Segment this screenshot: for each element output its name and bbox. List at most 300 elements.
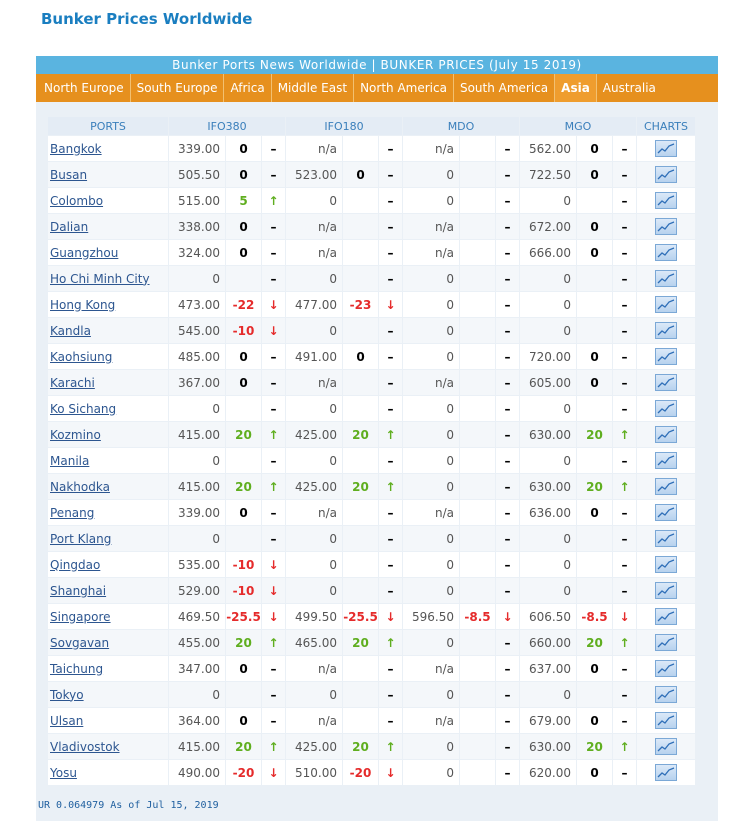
port-link[interactable]: Vladivostok: [50, 739, 120, 754]
ifo180-change: -25.5: [343, 604, 378, 629]
dash-icon: –: [613, 344, 636, 369]
mdo-change: [460, 656, 495, 681]
down-arrow-icon: ↓: [496, 604, 519, 629]
dash-icon: –: [379, 344, 402, 369]
ifo180-price: 0: [286, 578, 342, 603]
ifo180-price: 510.00: [286, 760, 342, 785]
mgo-price: 666.00: [520, 240, 576, 265]
chart-icon[interactable]: [655, 556, 677, 573]
ifo180-change: 0: [343, 344, 378, 369]
port-link[interactable]: Kandla: [50, 323, 91, 338]
ifo180-price: 425.00: [286, 422, 342, 447]
mgo-change: 0: [577, 760, 612, 785]
mdo-change: [460, 578, 495, 603]
mdo-price: 0: [403, 682, 459, 707]
mgo-change: [577, 682, 612, 707]
mgo-change: 0: [577, 162, 612, 187]
up-arrow-icon: ↑: [613, 734, 636, 759]
table-row: [48, 526, 695, 551]
port-link[interactable]: Bangkok: [50, 141, 102, 156]
up-arrow-icon: ↑: [379, 734, 402, 759]
ifo380-change: 0: [226, 214, 261, 239]
chart-icon[interactable]: [655, 426, 677, 443]
port-link[interactable]: Busan: [50, 167, 88, 182]
up-arrow-icon: ↑: [613, 474, 636, 499]
mgo-price: 0: [520, 266, 576, 291]
port-link[interactable]: Ulsan: [50, 713, 84, 728]
ifo180-change: [343, 214, 378, 239]
mgo-change: 0: [577, 214, 612, 239]
table-row: [48, 240, 695, 265]
mdo-price: n/a: [403, 240, 459, 265]
dash-icon: –: [262, 708, 285, 733]
mdo-change: [460, 500, 495, 525]
dash-icon: –: [379, 500, 402, 525]
chart-cell: [637, 578, 695, 603]
mgo-change: 0: [577, 344, 612, 369]
ifo180-change: [343, 188, 378, 213]
chart-icon[interactable]: [655, 140, 677, 157]
dash-icon: –: [613, 656, 636, 681]
port-link[interactable]: Karachi: [50, 375, 95, 390]
mdo-change: [460, 760, 495, 785]
dash-icon: –: [613, 162, 636, 187]
ifo380-change: -10: [226, 318, 261, 343]
mgo-change: 0: [577, 656, 612, 681]
ifo380-change: 20: [226, 474, 261, 499]
chart-cell: [637, 136, 695, 161]
mgo-change: 0: [577, 136, 612, 161]
chart-icon[interactable]: [655, 608, 677, 625]
table-row: [48, 448, 695, 473]
table-row: [48, 188, 695, 213]
ifo180-price: 491.00: [286, 344, 342, 369]
dash-icon: –: [379, 682, 402, 707]
mgo-price: 605.00: [520, 370, 576, 395]
down-arrow-icon: ↓: [262, 318, 285, 343]
dash-icon: –: [496, 734, 519, 759]
mdo-price: n/a: [403, 708, 459, 733]
dash-icon: –: [613, 188, 636, 213]
ifo180-price: 0: [286, 448, 342, 473]
port-link[interactable]: Singapore: [50, 609, 111, 624]
chart-cell: [637, 708, 695, 733]
mgo-price: 0: [520, 578, 576, 603]
port-link[interactable]: Manila: [50, 453, 90, 468]
dash-icon: –: [613, 240, 636, 265]
mgo-price: 672.00: [520, 214, 576, 239]
dash-icon: –: [496, 136, 519, 161]
chart-cell: [637, 422, 695, 447]
table-row: [48, 162, 695, 187]
mdo-change: [460, 240, 495, 265]
table-row: [48, 604, 695, 629]
dash-icon: –: [262, 162, 285, 187]
chart-icon[interactable]: [655, 764, 677, 781]
ifo380-price: 415.00: [169, 734, 225, 759]
port-link[interactable]: Kozmino: [50, 427, 101, 442]
table-row: [48, 474, 695, 499]
ifo180-change: [343, 240, 378, 265]
dash-icon: –: [496, 630, 519, 655]
chart-cell: [637, 500, 695, 525]
port-link[interactable]: Shanghai: [50, 583, 107, 598]
down-arrow-icon: ↓: [262, 578, 285, 603]
ifo380-change: [226, 526, 261, 551]
chart-icon[interactable]: [655, 270, 677, 287]
ifo380-price: 529.00: [169, 578, 225, 603]
mdo-change: [460, 682, 495, 707]
mgo-price: 722.50: [520, 162, 576, 187]
chart-icon[interactable]: [655, 530, 677, 547]
chart-icon[interactable]: [655, 738, 677, 755]
up-arrow-icon: ↑: [262, 474, 285, 499]
dash-icon: –: [613, 136, 636, 161]
header-mgo: MGO: [520, 117, 636, 135]
tab-asia[interactable]: Asia: [555, 74, 597, 102]
port-link[interactable]: Nakhodka: [50, 479, 110, 494]
chart-icon[interactable]: [655, 296, 677, 313]
mgo-change: 20: [577, 474, 612, 499]
dash-icon: –: [379, 162, 402, 187]
chart-cell: [637, 656, 695, 681]
mgo-change: -8.5: [577, 604, 612, 629]
up-arrow-icon: ↑: [262, 188, 285, 213]
port-link[interactable]: Taichung: [50, 661, 104, 676]
chart-icon[interactable]: [655, 660, 677, 677]
port-cell: [48, 448, 168, 473]
port-cell: [48, 422, 168, 447]
mdo-price: 0: [403, 578, 459, 603]
port-cell: [48, 292, 168, 317]
ifo380-change: [226, 682, 261, 707]
dash-icon: –: [262, 656, 285, 681]
mgo-change: 0: [577, 500, 612, 525]
tab-south-europe[interactable]: South Europe: [131, 74, 225, 102]
tab-north-america[interactable]: North America: [354, 74, 454, 102]
ifo380-price: 505.50: [169, 162, 225, 187]
tab-australia[interactable]: Australia: [602, 81, 656, 95]
dash-icon: –: [262, 370, 285, 395]
down-arrow-icon: ↓: [379, 760, 402, 785]
port-link[interactable]: Port Klang: [50, 531, 112, 546]
ifo180-price: 425.00: [286, 474, 342, 499]
chart-cell: [637, 682, 695, 707]
mgo-change: 0: [577, 708, 612, 733]
mdo-change: [460, 552, 495, 577]
ifo380-change: 0: [226, 344, 261, 369]
port-link[interactable]: Penang: [50, 505, 95, 520]
up-arrow-icon: ↑: [262, 422, 285, 447]
port-link[interactable]: Sovgavan: [50, 635, 110, 650]
tab-north-europe[interactable]: North Europe: [38, 74, 131, 102]
chart-cell: [637, 552, 695, 577]
ifo180-change: [343, 370, 378, 395]
port-link[interactable]: Hong Kong: [50, 297, 116, 312]
ifo380-change: 20: [226, 422, 261, 447]
ifo180-price: 0: [286, 552, 342, 577]
mdo-price: n/a: [403, 656, 459, 681]
mgo-change: [577, 578, 612, 603]
ifo380-change: [226, 448, 261, 473]
chart-icon[interactable]: [655, 634, 677, 651]
ifo180-price: 0: [286, 396, 342, 421]
dash-icon: –: [613, 396, 636, 421]
mgo-price: 0: [520, 188, 576, 213]
chart-icon[interactable]: [655, 400, 677, 417]
ifo180-change: 20: [343, 734, 378, 759]
ifo380-price: 0: [169, 526, 225, 551]
dash-icon: –: [379, 318, 402, 343]
dash-icon: –: [379, 708, 402, 733]
ifo180-price: 0: [286, 266, 342, 291]
chart-icon[interactable]: [655, 166, 677, 183]
mgo-price: 606.50: [520, 604, 576, 629]
port-link[interactable]: Guangzhou: [50, 245, 119, 260]
mgo-price: 630.00: [520, 474, 576, 499]
chart-cell: [637, 630, 695, 655]
mdo-price: 0: [403, 344, 459, 369]
mdo-price: 0: [403, 292, 459, 317]
down-arrow-icon: ↓: [262, 552, 285, 577]
port-cell: [48, 630, 168, 655]
dash-icon: –: [262, 214, 285, 239]
port-link[interactable]: Ko Sichang: [50, 401, 117, 416]
ifo180-price: n/a: [286, 656, 342, 681]
dash-icon: –: [496, 682, 519, 707]
chart-icon[interactable]: [655, 374, 677, 391]
port-cell: [48, 214, 168, 239]
dash-icon: –: [496, 188, 519, 213]
mdo-change: [460, 734, 495, 759]
port-cell: [48, 760, 168, 785]
table-row: [48, 344, 695, 369]
ifo180-change: [343, 396, 378, 421]
mdo-price: n/a: [403, 136, 459, 161]
tab-middle-east[interactable]: Middle East: [272, 74, 354, 102]
ifo180-price: 0: [286, 682, 342, 707]
ifo380-price: 545.00: [169, 318, 225, 343]
mdo-change: [460, 162, 495, 187]
ifo380-change: 0: [226, 370, 261, 395]
chart-icon[interactable]: [655, 192, 677, 209]
chart-icon[interactable]: [655, 322, 677, 339]
ifo380-change: -25.5: [226, 604, 261, 629]
mdo-change: [460, 474, 495, 499]
ifo380-price: 485.00: [169, 344, 225, 369]
table-header-row: [48, 117, 695, 135]
port-link[interactable]: Qingdao: [50, 557, 101, 572]
down-arrow-icon: ↓: [262, 760, 285, 785]
mgo-price: 630.00: [520, 422, 576, 447]
mdo-change: [460, 396, 495, 421]
port-link[interactable]: Colombo: [50, 193, 104, 208]
dash-icon: –: [379, 526, 402, 551]
mdo-change: [460, 526, 495, 551]
ifo180-price: n/a: [286, 136, 342, 161]
port-link[interactable]: Tokyo: [50, 687, 84, 702]
ifo180-change: [343, 136, 378, 161]
ifo380-change: 0: [226, 500, 261, 525]
mdo-change: [460, 370, 495, 395]
mgo-change: 20: [577, 630, 612, 655]
table-row: [48, 682, 695, 707]
up-arrow-icon: ↑: [613, 422, 636, 447]
ifo180-price: 477.00: [286, 292, 342, 317]
banner: Bunker Ports News Worldwide | BUNKER PRICES (July 15 2019): [36, 56, 718, 74]
mdo-price: 0: [403, 266, 459, 291]
mdo-change: -8.5: [460, 604, 495, 629]
dash-icon: –: [262, 136, 285, 161]
ifo180-price: 523.00: [286, 162, 342, 187]
dash-icon: –: [379, 448, 402, 473]
mdo-change: [460, 318, 495, 343]
ifo180-price: 499.50: [286, 604, 342, 629]
header-ports: PORTS: [48, 117, 168, 135]
ifo380-change: 0: [226, 656, 261, 681]
ifo380-price: 347.00: [169, 656, 225, 681]
chart-cell: [637, 318, 695, 343]
ifo380-price: 0: [169, 682, 225, 707]
table-row: [48, 500, 695, 525]
ifo180-change: [343, 266, 378, 291]
up-arrow-icon: ↑: [379, 474, 402, 499]
port-cell: [48, 344, 168, 369]
port-link[interactable]: Ho Chi Minh City: [50, 271, 150, 286]
chart-cell: [637, 396, 695, 421]
dash-icon: –: [379, 578, 402, 603]
ifo180-price: 425.00: [286, 734, 342, 759]
exchange-rate-footer: UR 0.064979 As of Jul 15, 2019: [38, 800, 219, 811]
dash-icon: –: [379, 370, 402, 395]
ifo180-change: [343, 318, 378, 343]
table-row: [48, 656, 695, 681]
table-row: [48, 136, 695, 161]
mgo-price: 630.00: [520, 734, 576, 759]
dash-icon: –: [496, 344, 519, 369]
ifo380-change: 5: [226, 188, 261, 213]
port-link[interactable]: Yosu: [50, 765, 77, 780]
mdo-price: 0: [403, 318, 459, 343]
ifo380-change: 0: [226, 136, 261, 161]
mdo-price: 0: [403, 162, 459, 187]
down-arrow-icon: ↓: [262, 292, 285, 317]
chart-icon[interactable]: [655, 712, 677, 729]
tab-south-america[interactable]: South America: [454, 74, 555, 102]
port-cell: [48, 474, 168, 499]
dash-icon: –: [262, 448, 285, 473]
up-arrow-icon: ↑: [262, 630, 285, 655]
ifo380-price: 535.00: [169, 552, 225, 577]
mdo-change: [460, 708, 495, 733]
ifo380-change: -10: [226, 578, 261, 603]
chart-cell: [637, 266, 695, 291]
ifo380-price: 339.00: [169, 500, 225, 525]
down-arrow-icon: ↓: [379, 292, 402, 317]
chart-icon[interactable]: [655, 452, 677, 469]
ifo180-change: [343, 656, 378, 681]
dash-icon: –: [496, 526, 519, 551]
up-arrow-icon: ↑: [379, 422, 402, 447]
table-row: [48, 318, 695, 343]
chart-icon[interactable]: [655, 504, 677, 521]
port-cell: [48, 604, 168, 629]
region-tabs: [36, 74, 718, 102]
chart-icon[interactable]: [655, 244, 677, 261]
ifo180-change: 0: [343, 162, 378, 187]
mdo-price: 0: [403, 448, 459, 473]
mdo-change: [460, 188, 495, 213]
mdo-price: 0: [403, 734, 459, 759]
mgo-price: 0: [520, 552, 576, 577]
port-cell: [48, 578, 168, 603]
mdo-price: 0: [403, 526, 459, 551]
mdo-change: [460, 630, 495, 655]
ifo380-price: 0: [169, 396, 225, 421]
dash-icon: –: [262, 344, 285, 369]
port-cell: [48, 682, 168, 707]
ifo380-price: 473.00: [169, 292, 225, 317]
dash-icon: –: [496, 292, 519, 317]
ifo380-price: 367.00: [169, 370, 225, 395]
mdo-change: [460, 292, 495, 317]
chart-icon[interactable]: [655, 348, 677, 365]
mdo-change: [460, 344, 495, 369]
mdo-price: n/a: [403, 370, 459, 395]
chart-icon[interactable]: [655, 478, 677, 495]
up-arrow-icon: ↑: [379, 630, 402, 655]
table-row: [48, 370, 695, 395]
chart-icon[interactable]: [655, 218, 677, 235]
down-arrow-icon: ↓: [379, 604, 402, 629]
mgo-price: 636.00: [520, 500, 576, 525]
ifo180-change: -20: [343, 760, 378, 785]
ifo180-change: 20: [343, 422, 378, 447]
mgo-price: 562.00: [520, 136, 576, 161]
tab-africa[interactable]: Africa: [224, 74, 271, 102]
dash-icon: –: [613, 318, 636, 343]
port-cell: [48, 318, 168, 343]
ifo180-change: [343, 578, 378, 603]
ifo180-change: [343, 526, 378, 551]
chart-icon[interactable]: [655, 582, 677, 599]
dash-icon: –: [496, 396, 519, 421]
port-cell: [48, 136, 168, 161]
ifo380-change: 20: [226, 734, 261, 759]
port-link[interactable]: Dalian: [50, 219, 89, 234]
dash-icon: –: [262, 240, 285, 265]
dash-icon: –: [496, 266, 519, 291]
dash-icon: –: [613, 578, 636, 603]
dash-icon: –: [262, 396, 285, 421]
dash-icon: –: [262, 682, 285, 707]
dash-icon: –: [379, 136, 402, 161]
table-row: [48, 760, 695, 785]
up-arrow-icon: ↑: [262, 734, 285, 759]
port-cell: [48, 396, 168, 421]
dash-icon: –: [496, 422, 519, 447]
ifo180-price: n/a: [286, 708, 342, 733]
dash-icon: –: [496, 318, 519, 343]
table-row: [48, 708, 695, 733]
dash-icon: –: [613, 266, 636, 291]
mdo-change: [460, 266, 495, 291]
port-link[interactable]: Kaohsiung: [50, 349, 113, 364]
dash-icon: –: [613, 682, 636, 707]
chart-icon[interactable]: [655, 686, 677, 703]
mgo-change: [577, 292, 612, 317]
ifo180-price: 0: [286, 188, 342, 213]
